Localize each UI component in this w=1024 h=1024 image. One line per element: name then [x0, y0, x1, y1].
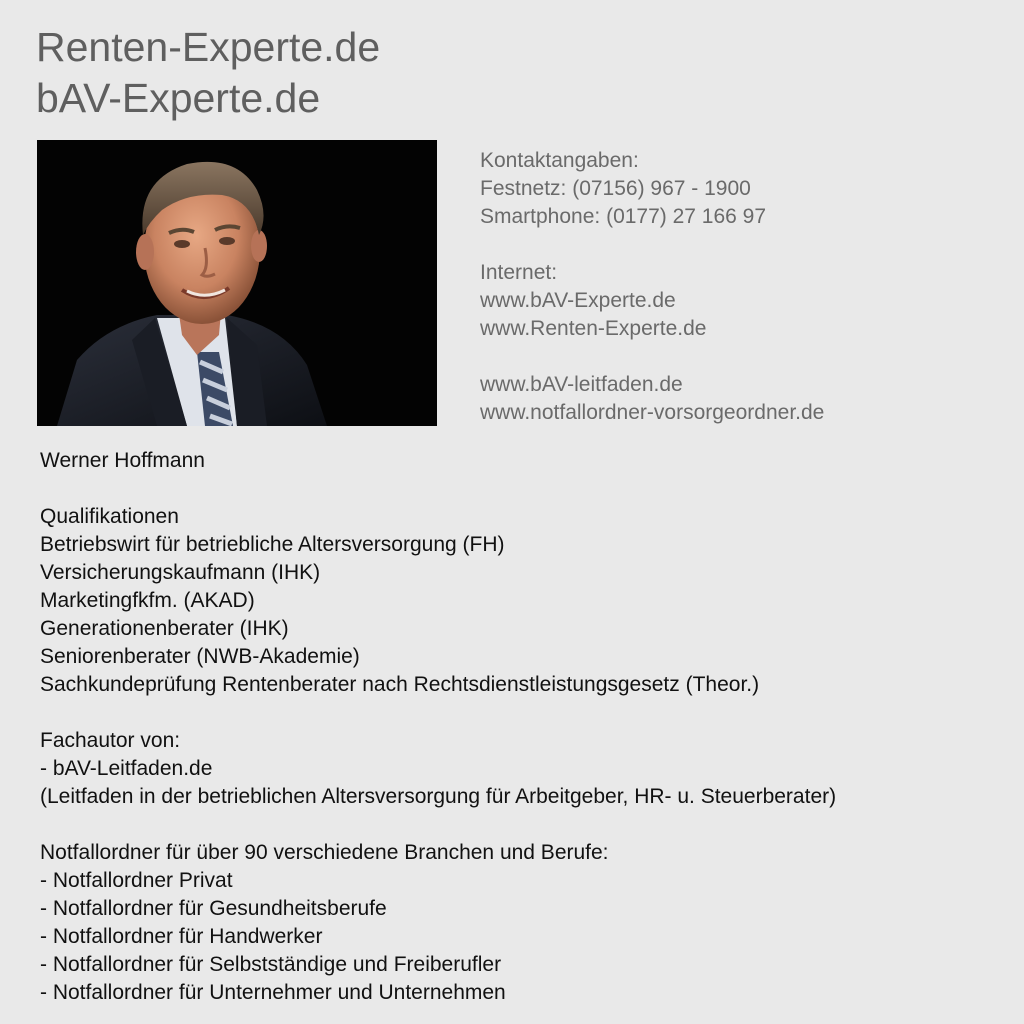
website-link-renten-experte[interactable]: www.Renten-Experte.de — [480, 317, 707, 340]
contact-info — [480, 147, 824, 427]
author-heading: Fachautor von: — [40, 729, 181, 752]
qualification-item: Betriebswirt für betriebliche Altersversorgung (FH) — [40, 533, 505, 556]
notfall-item: - Notfallordner für Gesundheitsberufe — [40, 897, 387, 920]
phone-number: Festnetz: (07156) 967 - 1900 — [480, 177, 751, 200]
qualification-item: Versicherungskaufmann (IHK) — [40, 561, 321, 584]
site-title-line-1: Renten-Experte.de — [36, 24, 381, 70]
site-title — [36, 22, 380, 124]
author-item: - bAV-Leitfaden.de — [40, 757, 213, 780]
person-name: Werner Hoffmann — [40, 449, 205, 472]
portrait-photo — [37, 140, 437, 426]
website-link-bav-leitfaden[interactable]: www.bAV-leitfaden.de — [480, 373, 683, 396]
internet-heading: Internet: — [480, 261, 558, 284]
qualification-item: Sachkundeprüfung Rentenberater nach Rechtsdienstleistungsgesetz (Theor.) — [40, 673, 760, 696]
notfall-item: - Notfallordner für Handwerker — [40, 925, 323, 948]
biography — [40, 447, 836, 1007]
mobile-number: Smartphone: (0177) 27 166 97 — [480, 205, 767, 228]
notfall-item: - Notfallordner für Selbstständige und Freiberufler — [40, 953, 502, 976]
notfall-item: - Notfallordner Privat — [40, 869, 233, 892]
qualification-item: Marketingfkfm. (AKAD) — [40, 589, 255, 612]
qualifications-heading: Qualifikationen — [40, 505, 179, 528]
website-link-bav-experte[interactable]: www.bAV-Experte.de — [480, 289, 676, 312]
contact-heading: Kontaktangaben: — [480, 149, 639, 172]
notfall-heading: Notfallordner für über 90 verschiedene Branchen und Berufe: — [40, 841, 609, 864]
notfall-item: - Notfallordner für Unternehmer und Unternehmen — [40, 981, 506, 1004]
author-description: (Leitfaden in der betrieblichen Altersversorgung für Arbeitgeber, HR- u. Steuerberater) — [40, 785, 837, 808]
site-title-line-2: bAV-Experte.de — [36, 75, 321, 121]
website-link-notfallordner[interactable]: www.notfallordner-vorsorgeordner.de — [480, 401, 825, 424]
qualification-item: Generationenberater (IHK) — [40, 617, 289, 640]
person-portrait-icon — [37, 140, 437, 426]
qualification-item: Seniorenberater (NWB-Akademie) — [40, 645, 360, 668]
